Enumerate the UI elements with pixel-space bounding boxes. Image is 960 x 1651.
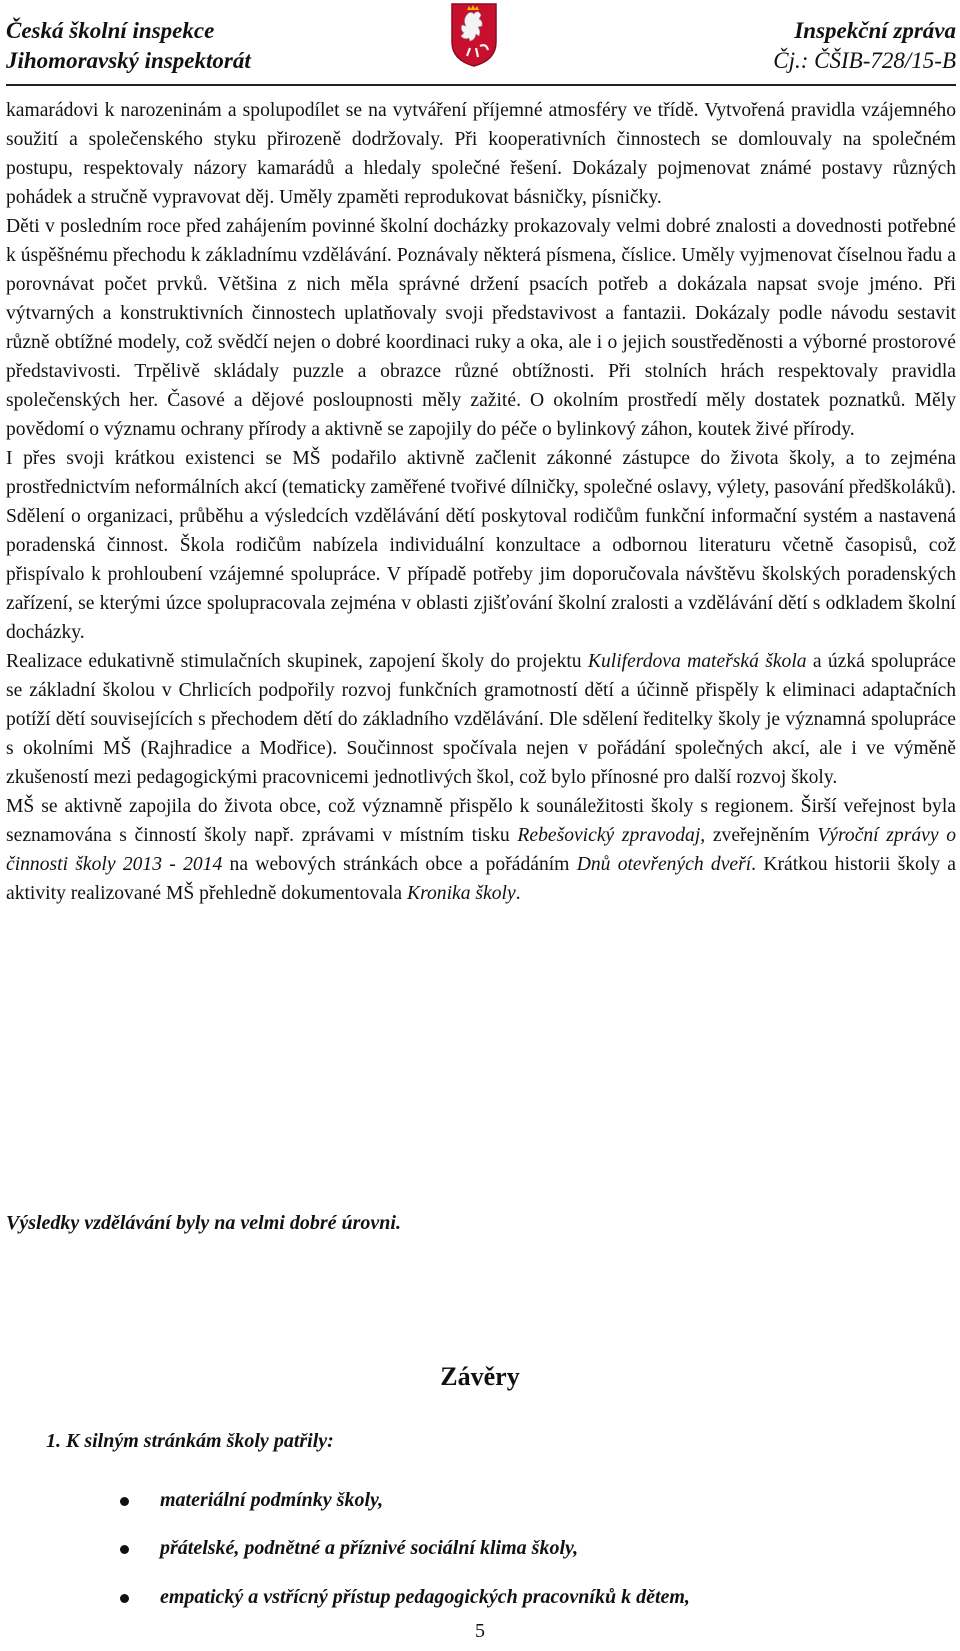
- header-left: [6, 16, 251, 76]
- annual-report-name: Výroční zprávy o činnosti školy 2013 - 2014: [6, 825, 956, 875]
- text-segment: MŠ se aktivně zapojila do života obce, což významně přispělo k sounáležitosti školy s regionem. Širší veřejnost byla seznamována s činností školy např. zprávami v místním tisku: [6, 796, 956, 846]
- open-days-name: Dnů otevřených dveří: [576, 854, 752, 875]
- reference-number: Čj.: ČŠIB-728/15-B: [773, 48, 956, 73]
- paragraph-parent-cooperation: I přes svoji krátkou existenci se MŠ podařilo aktivně začlenit zákonné zástupce do života školy, a to zejména prostřednictvím neformálních akcí (tematicky zaměřené tvořivé dílničky, společné oslavy, výlety, pasování předškoláků). Sdělení o organizaci, průběhu a výsledcích vzdělávání dětí poskytoval rodičům funkční informační systém a nastavená poradenská činnost. Škola rodičům nabízela individuální konzultace a odbornou literaturu včetně časopisů, což přispívalo k prohloubení vzájemné spolupráce. V případě potřeby jim doporučovala návštěvu školských poradenských zařízení, se kterými úzce spolupracovala zejména v oblasti zjišťování školní zralosti a vzdělávání dětí s odkladem školní docházky.: [6, 448, 956, 643]
- bullet-icon: [120, 1594, 129, 1603]
- text-segment: zveřejněním: [705, 825, 818, 846]
- text-segment: na webových stránkách obce a pořádáním: [222, 854, 577, 875]
- list-item-text: přátelské, podnětné a příznivé sociální klima školy,: [160, 1537, 579, 1559]
- text-segment: .: [515, 883, 521, 904]
- text-segment: . Krátkou historii školy a aktivity realizované MŠ přehledně dokumentovala: [6, 854, 957, 904]
- czech-lion-coat-of-arms-icon: [450, 2, 498, 68]
- report-body: [6, 96, 956, 908]
- paragraph-social-skills: kamarádovi k narozeninám a spolupodílet se na vytváření příjemné atmosféry ve třídě. Vytvořená pravidla vzájemného soužití a společenského styku přirozeně dodržovaly. Při kooperativních činnostech se domlouvaly na společném postupu, respektovaly názory kamarádů a hledaly společné řešení. Dokázaly pojmenovat známé postavy různých pohádek a stručně vypravovat děj. Uměly zpaměti reprodukovat básničky, písničky.: [6, 100, 956, 208]
- conclusions-heading: Závěry: [440, 1362, 520, 1391]
- results-summary: Výsledky vzdělávání byly na velmi dobré úrovni.: [6, 1212, 401, 1234]
- institution-name: Česká školní inspekce: [6, 18, 215, 43]
- bullet-icon: [120, 1545, 129, 1554]
- list-item-text: materiální podmínky školy,: [160, 1489, 384, 1511]
- chronicle-name: Kronika školy: [407, 883, 516, 904]
- header-right: [773, 16, 956, 76]
- page-header: [0, 0, 960, 80]
- inspectorate-name: Jihomoravský inspektorát: [6, 48, 251, 73]
- project-name: Kuliferdova mateřská škola: [587, 651, 807, 672]
- text-segment: Realizace edukativně stimulačních skupinek, zapojení školy do projektu: [6, 651, 588, 672]
- text-segment: a úzká spolupráce se základní školou v Chrlicích podpořily rozvoj funkčních gramotností dětí a účinně přispěly k eliminaci adaptačních potíží dětí souvisejících s přechodem dětí do základního vzdělávání. Dle sdělení ředitelky školy je významná spolupráce s okolními MŠ (Rajhradice a Modřice). Součinnost spočívala nejen v pořádání společných akcí, ale i ve výměně zkušeností mezi pedagogickými pracovnicemi jednotlivých škol, což bylo přínosné pro další rozvoj školy.: [6, 651, 956, 788]
- header-divider: [6, 84, 956, 86]
- page-number: 5: [475, 1620, 485, 1642]
- report-type: Inspekční zpráva: [794, 18, 956, 43]
- paragraph-projects: [6, 647, 956, 792]
- paragraph-school-readiness: Děti v posledním roce před zahájením povinné školní docházky prokazovaly velmi dobré znalosti a dovednosti potřebné k úspěšnému přechodu k základnímu vzdělávání. Poznávaly některá písmena, číslice. Uměly vyjmenovat číselnou řadu a porovnávat počet prvků. Většina z nich měla správné držení psacích potřeb a dokázala napsat svoje jméno. Při výtvarných a konstruktivních činnostech uplatňovaly svoji představivost a fantazii. Dokázaly podle návodu sestavit různě obtížné modely, což svědčí nejen o dobré koordinaci ruky a oka, ale i o jejich soustředěnosti a výborné prostorové představivosti. Trpělivě skládaly puzzle a obrazce různé obtížnosti. Při stolních hrách respektovaly pravidla společenských her. Časové a dějové posloupnosti měly zažité. O okolním prostředí měly dostatek poznatků. Měly povědomí o významu ochrany přírody a aktivně se zapojily do péče o bylinkový záhon, koutek živé přírody.: [6, 216, 956, 440]
- newsletter-name: Rebešovický zpravodaj,: [517, 825, 706, 846]
- bullet-icon: [120, 1497, 129, 1506]
- strengths-heading: 1. K silným stránkám školy patřily:: [46, 1430, 334, 1452]
- paragraph-community: [6, 792, 956, 908]
- list-item-text: empatický a vstřícný přístup pedagogických pracovníků k dětem,: [160, 1586, 690, 1608]
